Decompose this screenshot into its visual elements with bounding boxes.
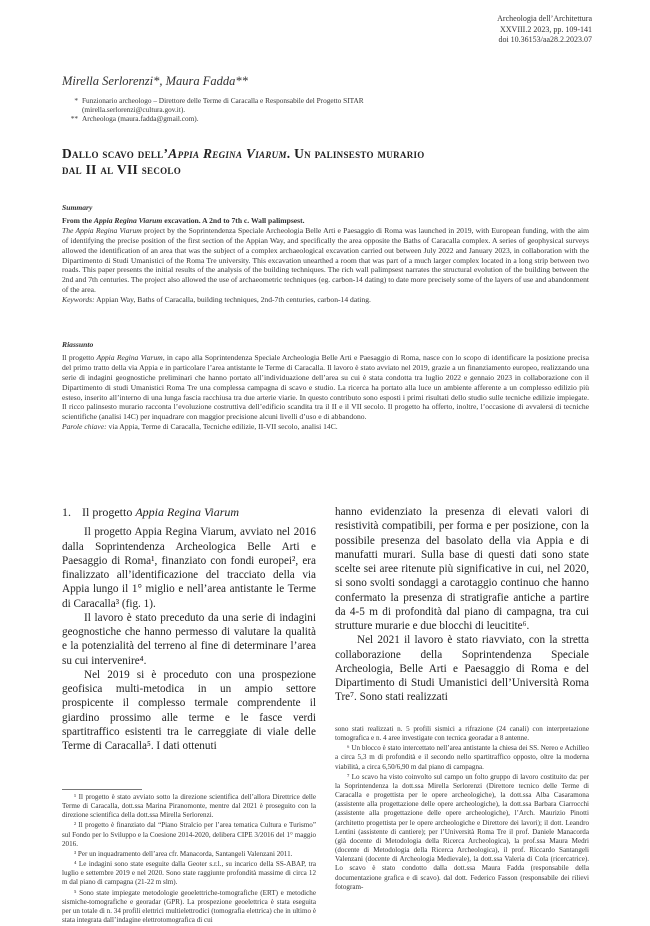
- affiliation-1: * Funzionario archeologo – Direttore delle Terme di Caracalla e Responsabile del Progetto SITAR: [74, 96, 364, 105]
- footnote: sono stati realizzati n. 5 profili sismici a rifrazione (24 canali) con interpretazione tomografica e n. 4 aree investigate con tecnica georadar a 8 antenne.: [335, 725, 589, 743]
- affiliation-2: ** Archeologa (maura.fadda@gmail.com).: [70, 114, 199, 124]
- footnote: ⁷ Lo scavo ha visto coinvolto sul campo un folto gruppo di lavoro costituito da: per la Soprintendenza la dott.ssa Mirella Serlorenzi (Direttore tecnico delle Terme di Caracalla e progettista per le opere archeologiche), la dott.ssa Alba Casaramona (assistente alla progettazione delle opere archeologiche), la dott.ssa Barbara Ciarrocchi (assistente alla progettazione delle opere archeologiche), l’Arch. Maurizio Pinotti (architetto progettista per le opere archeologiche e Direttore dei lavori); il dott. Leandro Lentini (assistente di cantiere); per l’Università Roma Tre il prof. Daniele Manacorda (già docente di Metodologia della Ricerca Archeologica), la prof.ssa Maura Medri (docente di Metodologia della Ricerca Archeologica), il prof. Riccardo Santangeli Valenzani (docente di Archeologia Medievale), la dott.ssa Valeria di Cola (ricercatrice). Lo scavo è stato condotto dalla dott.ssa Maura Fadda (responsabile della documentazione grafica e di scavo). dal dott. Federico Fasson (responsabile dei rilievi fotogram-: [335, 772, 589, 891]
- section-heading: 1. Il progetto Appia Regina Viarum: [62, 505, 240, 519]
- left-column: [62, 505, 316, 753]
- summary-keywords: Keywords: Appian Way, Baths of Caracalla, building techniques, 2nd-7th centuries, carbon-14 dating.: [62, 295, 371, 305]
- journal-header: [392, 14, 592, 46]
- journal-name: Archeologia dell’Architettura: [497, 14, 592, 23]
- footnote: ⁶ Un blocco è stato intercettato nell’area antistante la chiesa dei SS. Nereo e Achilleo a circa 5,3 m di profondità e il secondo nello spartitraffico opposto, oltre la moderna viabilità, a circa 6,50/6,90 m dal piano di campagna.: [335, 744, 589, 771]
- footnote: ⁴ Le indagini sono state eseguite dalla Geoter s.r.l., su incarico della SS-ABAP, tra luglio e settembre 2019 e nel 2020. Sono state raggiunte profondità massime di circa 12 m dal piano di campagna (21-22 m slm).: [62, 860, 316, 887]
- footnotes-left: [62, 793, 316, 926]
- body-paragraph: hanno evidenziato la presenza di elevati valori di resistività compatibili, per forma e per posizione, con la possibile presenza del basolato della via Appia e di manufatti murari. Sulla base di questi dati sono state scelte sei aree ritenute più significative in cui, nel 2020, si sono svolti sondaggi a carotaggio continuo che hanno confermato la presenza di stratigrafie antiche a partire da 4-5 m di profondità dal piano di campagna, tra cui strutture murarie e due blocchi di leucitite⁶.: [335, 506, 589, 632]
- riassunto-heading: Riassunto: [62, 340, 94, 349]
- body-paragraph: Il lavoro è stato preceduto da una serie di indagini geognostiche che hanno permesso di valutare la qualità e la potenzialità del terreno al fine di determinare l’area su cui intervenire⁴.: [62, 611, 316, 667]
- affiliations: [64, 96, 494, 124]
- journal-volume: XXVIII.2 2023, pp. 109-141: [500, 24, 592, 34]
- body-paragraph: Nel 2021 il lavoro è stato riavviato, con la stretta collaborazione della Soprintendenza Speciale Archeologia, Belle Arti e Paesaggio di Roma e del Dipartimento di Studi Umanistici dell’Università Roma Tre⁷. Sono stati realizzati: [335, 634, 589, 704]
- summary-subtitle: From the Appia Regina Viarum excavation. A 2nd to 7th c. Wall palimpsest.: [62, 215, 305, 225]
- summary-body: The Appia Regina Viarum project by the Soprintendenza Speciale Archeologia Belle Arti e Paesaggio di Roma was launched in 2019, with European funding, with the aim of identifying the precise position of the first section of the Appian Way, and specifically the area opposite the Baths of Caracalla complex. A series of geophysical surveys allowed the identification of an area that was the subject of a complex archaeological excavation carried out between July 2022 and January 2023, in collaboration with the Dipartimento di Studi Umanistici of the Roma Tre university. This excavation unearthed a room that was part of a much larger complex located in a long strip between two roads. This paper presents the initial results of the analysis of the building techniques. The rich wall palimpsest narrates the structural evolution of the building between the 2nd and 7th centuries. The project also allowed the use of archaeometric techniques (eg. carbon-14 dating) to date more precisely some of the layers of use and abandonment of the area.: [62, 225, 589, 295]
- body-paragraph: Nel 2019 si è proceduto con una prospezione geofisica multi-metodica in un ampio settore prospicente il complesso termale comprendente il giardino prossimo alle terme e le fasce verdi spartitraffico esistenti tra le carreggiate di viale delle Terme di Caracalla⁵. I dati ottenuti: [62, 668, 316, 752]
- article-title: Dallo scavo dell’Appia Regina Viarum. Un palinsesto murario dal II al VII secolo: [62, 146, 425, 177]
- riassunto: [62, 340, 589, 432]
- riassunto-keywords: Parole chiave: via Appia, Terme di Caracalla, Tecniche edilizie, II-VII secolo, analisi 14C.: [62, 422, 338, 432]
- body-paragraph: Il progetto Appia Regina Viarum, avviato nel 2016 dalla Soprintendenza Archeologica Belle Arti e Paesaggio di Roma¹, finanziato con fondi europei², era finalizzato all’identificazione del tracciato della via Appia lungo il 1° miglio e nell’area antistante le Terme di Caracalla³ (fig. 1).: [62, 526, 316, 610]
- summary-heading: Summary: [62, 203, 93, 212]
- right-column: [335, 505, 589, 705]
- footnote: ² Il progetto è finanziato dal “Piano Stralcio per l’area tematica Cultura e Turismo” sul Fondo per lo Sviluppo e la Coesione 2014-2020, delibera CIPE 3/2016 del 1° maggio 2016.: [62, 821, 316, 848]
- footnote: ⁵ Sono state impiegate metodologie geoelettriche-tomografiche (ERT) e metodiche sismiche-tomografiche e georadar (GPR). La prospezione geoelettrica è stata eseguita per un totale di n. 34 profili elettrici multielettrodici (tomografia elettrica) che in ultimo è stata integrata dall’indagine elettrotomografica di cui: [62, 888, 316, 925]
- authors: Mirella Serlorenzi*, Maura Fadda**: [62, 74, 248, 88]
- journal-doi: doi 10.36153/aa28.2.2023.07: [498, 35, 592, 44]
- footnote-rule: [62, 789, 142, 790]
- footnote: ¹ Il progetto è stato avviato sotto la direzione scientifica dell’allora Direttrice delle Terme di Caracalla, dott.ssa Marina Piranomonte, mentre dal 2021 è proseguito con la direzione scientifica della dott.ssa Mirella Serlorenzi.: [62, 793, 316, 820]
- footnotes-right: [335, 725, 589, 893]
- affiliation-1-email: (mirella.serlorenzi@cultura.gov.it).: [82, 105, 186, 115]
- footnote: ³ Per un inquadramento dell’area cfr. Manacorda, Santangeli Valenzani 2011.: [74, 849, 293, 858]
- riassunto-body: Il progetto Appia Regina Viarum, in capo alla Soprintendenza Speciale Archeologia Belle Arti e Paesaggio di Roma, nasce con lo scopo di identificare la posizione precisa del primo tratto della via Appia e in particolare l’area antistante le Terme di Caracalla. Il lavoro è stato avviato nel 2019, grazie a un finanziamento europeo, realizzando una serie di indagini geognostiche preliminari che hanno portato all’individuazione dell’area su cui è stata condotta tra luglio 2022 e gennaio 2023 in collaborazione con il Dipartimento di studi Umanistici Roma Tre una complessa campagna di scavo e studio. La ricerca ha portato alla luce un ambiente afferente a un complesso edilizio più esteso, inserito all’interno di una lunga fascia racchiusa tra due arterie viarie. In questo contributo sono esposti i primi risultati dello studio sulle tecniche edilizie impiegate. Il ricco palinsesto murario racconta l’evoluzione costruttiva dell’edificio scandita tra il II e il VII secolo. Il progetto ha offerto, inoltre, l’occasione di avvalersi di tecniche scientifiche (analisi 14C) per inquadrare con maggior precisione alcuni livelli d’uso e di abbandono.: [62, 352, 589, 422]
- summary: [62, 203, 589, 305]
